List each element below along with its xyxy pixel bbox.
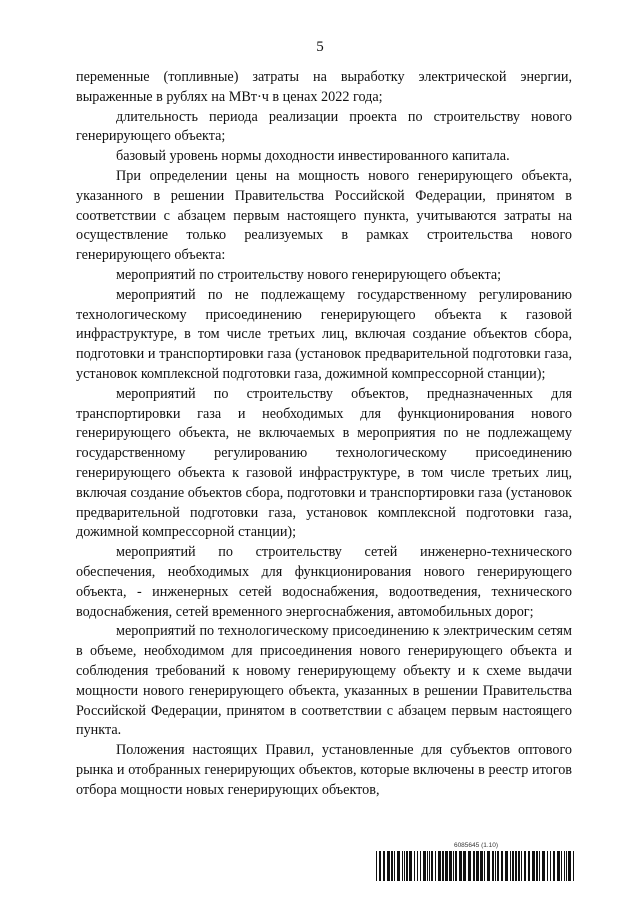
barcode-bar [414,851,415,881]
barcode-bar [518,851,520,881]
barcode-bar [528,851,530,881]
barcode-bar [568,851,571,881]
barcode-bar [524,851,526,881]
barcode-bar [497,851,499,881]
paragraph: мероприятий по строительству сетей инженерно-технического обеспечения, необходимых для функционирования нового генерирующего объекта, - инженерных сетей водоснабжения, водоотведения, технического водоснабжения, сетей временного энергоснабжения, автомобильных дорог; [76,544,572,620]
barcode-bar [492,851,494,881]
barcode-bar [391,851,393,881]
barcode-bar [383,851,385,881]
barcode-bar [442,851,444,881]
barcode-bar [397,851,400,881]
barcode-bar [501,851,503,881]
barcode-bar [550,851,551,881]
barcode-bar [402,851,403,881]
barcode-bar [449,851,452,881]
barcode-bar [515,851,517,881]
barcode-bar [417,851,418,881]
paragraph: длительность периода реализации проекта по строительству нового генерирующего объекта; [76,108,572,145]
document-body [76,68,572,800]
barcode-bar [387,851,390,881]
barcode-bar [463,851,466,881]
barcode-bar [473,851,475,881]
barcode-bar [484,851,485,881]
paragraph: переменные (топливные) затраты на выработку электрической энергии, выраженные в рублях на МВт·ч в ценах 2022 года; [76,69,572,105]
barcode-bar [394,851,395,881]
paragraph: Положения настоящих Правил, установленные для субъектов оптового рынка и отобранных генерирующих объектов, которые включены в реестр итогов отбора мощности новых генерирующих объектов, [76,742,572,798]
barcode-bar [427,851,428,881]
barcode-bar [376,851,377,881]
barcode-bar [564,851,565,881]
barcode-bar [553,851,555,881]
barcode-bar [468,851,471,881]
barcode-bar [406,851,408,881]
barcode-code: 6085645 (1.10) [453,842,499,849]
paragraph: мероприятий по технологическому присоединению к электрическим сетям в объеме, необходимом для присоединения нового генерирующего объекта и соблюдения требований к новому генерирующему объекту и к схеме выдачи мощности нового генерирующего объекта, указанных в решении Правительства Российской Федерации, принятом в соответствии с абзацем первым настоящего пункта. [76,623,572,739]
barcode-bar [512,851,514,881]
barcode-bar [459,851,462,881]
barcode-bar [536,851,538,881]
barcode-bar [542,851,545,881]
barcode-bar [495,851,496,881]
barcode-image [376,851,576,881]
barcode-bar [431,851,433,881]
barcode-bar [438,851,441,881]
barcode-bar [510,851,511,881]
barcode-bar [423,851,426,881]
barcode-bar [573,851,574,881]
barcode-bar [409,851,412,881]
barcode-bar [557,851,560,881]
paragraph: мероприятий по не подлежащему государственному регулированию технологическому присоединению генерирующего объекта к газовой инфраструктуре, в том числе третьих лиц, включая создание объектов сбора, подготовки и транспортировки газа (установок предварительной подготовки газа, установок комплексной подготовки газа, дожимной компрессорной станции); [76,286,572,382]
barcode-bar [445,851,448,881]
paragraph: мероприятий по строительству нового генерирующего объекта; [116,266,502,283]
barcode-bar [455,851,457,881]
barcode-bar [429,851,430,881]
paragraph: При определении цены на мощность нового генерирующего объекта, указанного в решении Правительства Российской Федерации, принятом в соответствии с абзацем первым настоящего пункта, учитываются затраты на осуществление только реализуемых в рамках строительства нового генерирующего объекта: [76,167,572,264]
barcode-bar [539,851,540,881]
paragraph: базовый уровень нормы доходности инвестированного капитала. [116,148,510,165]
barcode-bar [521,851,522,881]
barcode-bar [435,851,436,881]
page-number: 5 [316,39,324,55]
barcode-bar [480,851,483,881]
barcode-bar [547,851,548,881]
barcode-bar [566,851,567,881]
barcode-bar [379,851,381,881]
barcode-block [376,842,576,882]
barcode-bar [561,851,562,881]
barcode-bar [404,851,405,881]
barcode-bar [453,851,454,881]
barcode-bar [476,851,479,881]
barcode-bar [487,851,490,881]
barcode-bar [532,851,535,881]
paragraph: мероприятий по строительству объектов, предназначенных для транспортировки газа и необходимых для функционирования нового генерирующего объекта, не включаемых в мероприятия по не подлежащему государственному регулированию технологическому присоединению генерирующего объекта к газовой инфраструктуре, в том числе третьих лиц, включая создание объектов сбора, подготовки и транспортировки газа (установок предварительной подготовки газа, установок комплексной подготовки газа, дожимной компрессорной станции); [76,385,572,541]
barcode-bar [505,851,508,881]
barcode-bar [420,851,421,881]
